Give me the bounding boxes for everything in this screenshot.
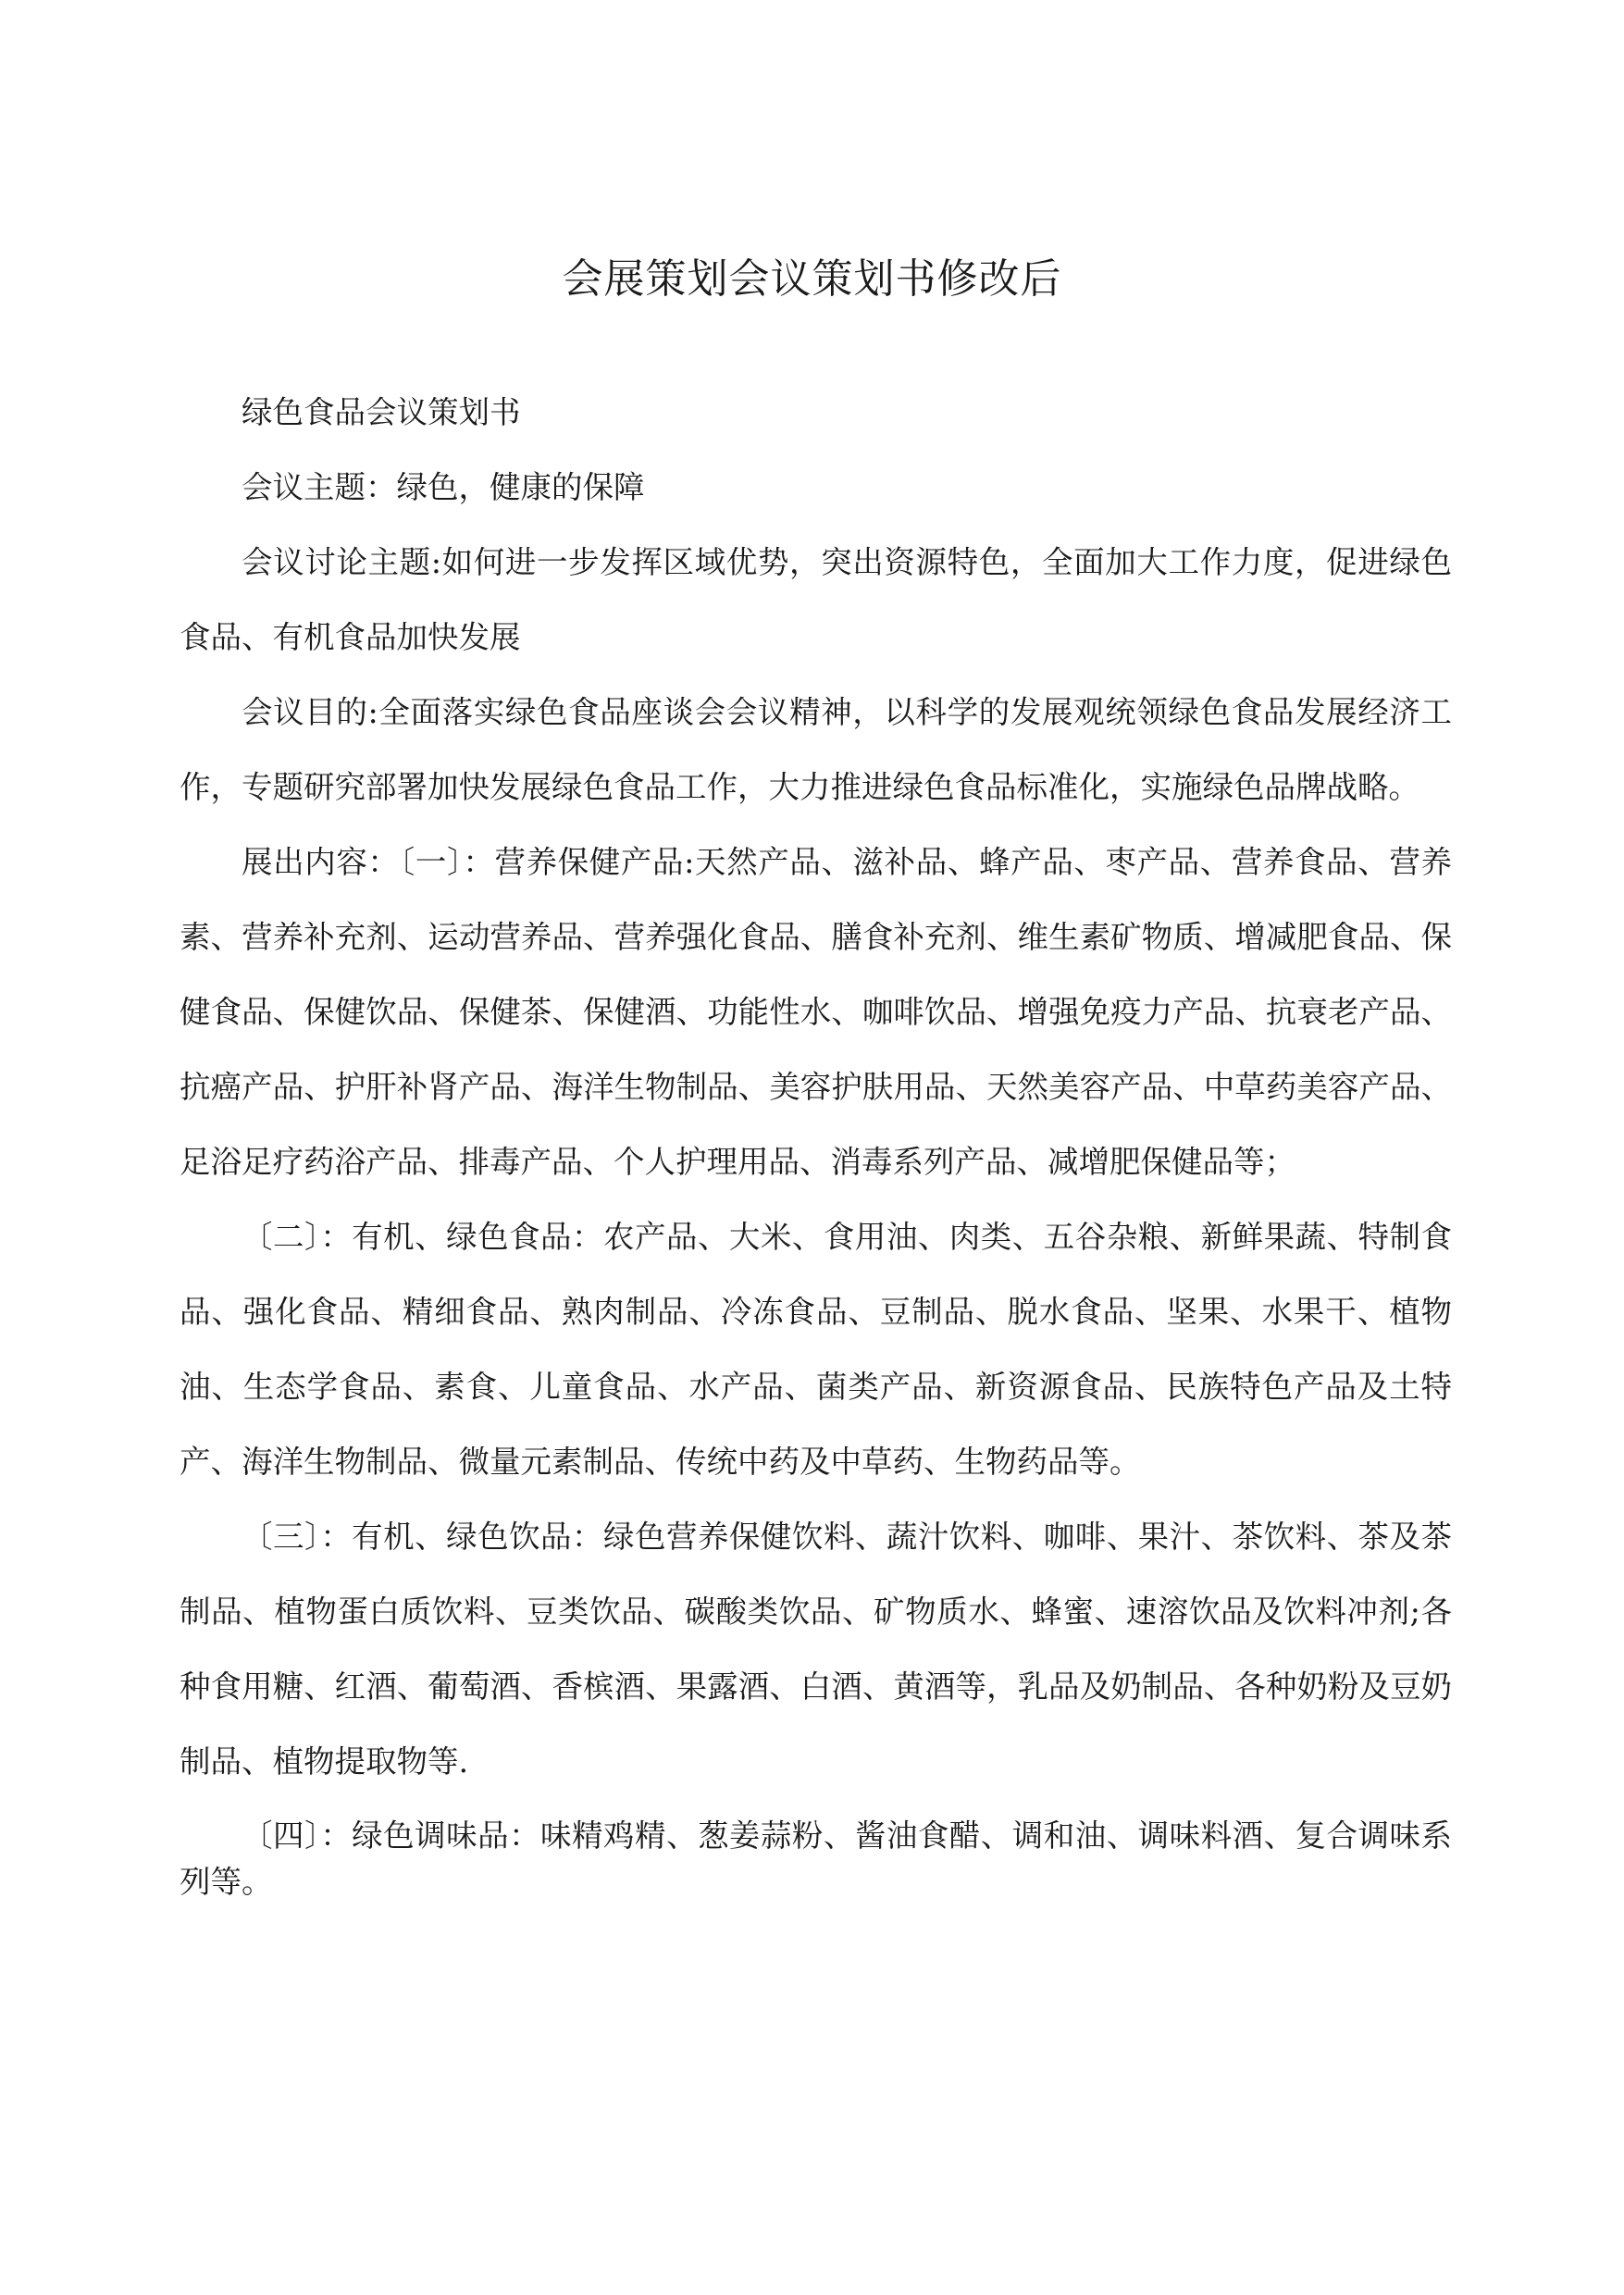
exhibit-content-paragraph-2: 〔二〕：有机、绿色食品：农产品、大米、食用油、肉类、五谷杂粮、新鲜果蔬、特制食品、强化食品、精细食品、熟肉制品、冷冻食品、豆制品、脱水食品、坚果、水果干、植物油、生态学食品、素食、儿童食品、水产品、菌类产品、新资源食品、民族特色产品及土特产、海洋生物制品、微量元素制品、传统中药及中草药、生物药品等。 bbox=[180, 1219, 1452, 1480]
discussion-theme-paragraph: 会议讨论主题:如何进一步发挥区域优势，突出资源特色，全面加大工作力度，促进绿色食品、有机食品加快发展 bbox=[180, 544, 1452, 655]
document-title: 会展策划会议策划书修改后 bbox=[562, 255, 1062, 303]
subtitle-paragraph: 绿色食品会议策划书 bbox=[242, 394, 521, 430]
meeting-theme-paragraph: 会议主题：绿色，健康的保障 bbox=[242, 469, 645, 505]
exhibit-content-paragraph-3: 〔三〕：有机、绿色饮品：绿色营养保健饮料、蔬汁饮料、咖啡、果汁、茶饮料、茶及茶制品、植物蛋白质饮料、豆类饮品、碳酸类饮品、矿物质水、蜂蜜、速溶饮品及饮料冲剂;各种食用糖、红酒、葡萄酒、香槟酒、果露酒、白酒、黄酒等，乳品及奶制品、各种奶粉及豆奶制品、植物提取物等. bbox=[180, 1519, 1452, 1780]
exhibit-content-paragraph-4: 〔四〕：绿色调味品：味精鸡精、葱姜蒜粉、酱油食醋、调和油、调味料酒、复合调味系列等。 bbox=[180, 1817, 1452, 1900]
document-body bbox=[180, 375, 1452, 1905]
exhibit-content-paragraph-1: 展出内容：〔一〕：营养保健产品:天然产品、滋补品、蜂产品、枣产品、营养食品、营养素、营养补充剂、运动营养品、营养强化食品、膳食补充剂、维生素矿物质、增减肥食品、保健食品、保健饮品、保健茶、保健酒、功能性水、咖啡饮品、增强免疫力产品、抗衰老产品、抗癌产品、护肝补肾产品、海洋生物制品、美容护肤用品、天然美容产品、中草药美容产品、足浴足疗药浴产品、排毒产品、个人护理用品、消毒系列产品、减增肥保健品等； bbox=[180, 844, 1452, 1180]
meeting-purpose-paragraph: 会议目的:全面落实绿色食品座谈会会议精神，以科学的发展观统领绿色食品发展经济工作，专题研究部署加快发展绿色食品工作，大力推进绿色食品标准化，实施绿色品牌战略。 bbox=[180, 694, 1452, 805]
